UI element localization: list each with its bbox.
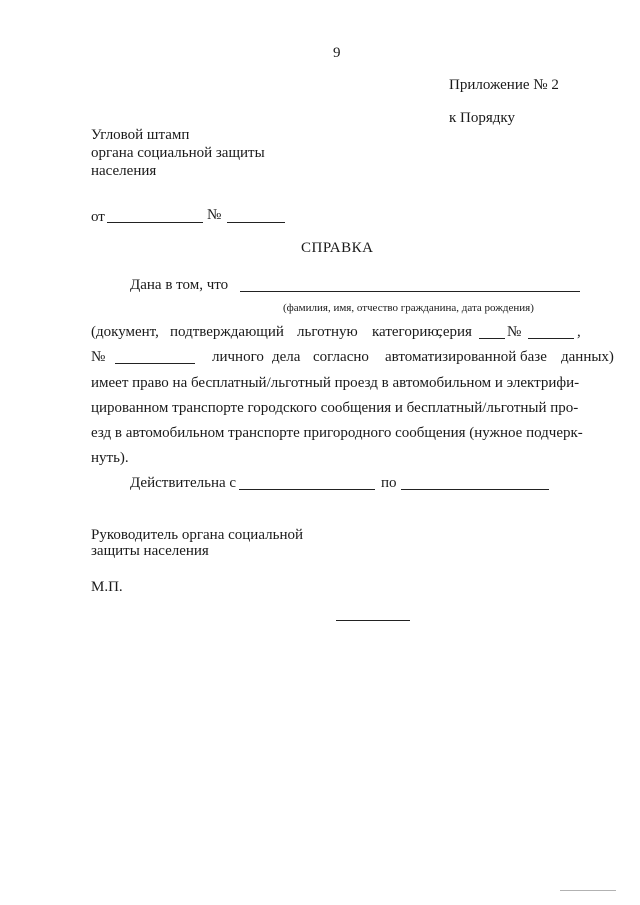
citizen-blank bbox=[240, 291, 580, 292]
valid-from-label: Действительна с bbox=[130, 475, 237, 491]
case-number-label: № bbox=[91, 349, 106, 365]
doc-number-blank bbox=[528, 338, 574, 339]
document-title: СПРАВКА bbox=[301, 240, 374, 256]
appendix-number: Приложение № 2 bbox=[449, 77, 559, 93]
appendix-reference: к Порядку bbox=[449, 110, 515, 126]
case-word-3: согласно bbox=[313, 349, 369, 365]
citizen-caption: (фамилия, имя, отчество гражданина, дата рождения) bbox=[283, 302, 534, 314]
doc-word-5: серия bbox=[436, 324, 472, 340]
doc-number-label: № bbox=[507, 324, 522, 340]
case-word-1: личного bbox=[212, 349, 264, 365]
case-word-6: данных) bbox=[561, 349, 614, 365]
valid-to-label: по bbox=[381, 475, 397, 491]
case-word-2: дела bbox=[272, 349, 301, 365]
seal-label: М.П. bbox=[91, 579, 123, 595]
doc-word-1: (документ, bbox=[91, 324, 159, 340]
valid-from-blank bbox=[239, 489, 375, 490]
number-label: № bbox=[207, 207, 222, 223]
stamp-line-2: органа социальной защиты bbox=[91, 145, 265, 161]
document-line bbox=[91, 323, 583, 342]
case-word-5: базе bbox=[520, 349, 547, 365]
doc-word-3: льготную bbox=[297, 324, 358, 340]
doc-line-comma: , bbox=[577, 324, 581, 340]
signature-title-line-2: защиты населения bbox=[91, 543, 209, 559]
date-blank bbox=[107, 222, 203, 223]
doc-word-4: категорию, bbox=[372, 324, 443, 340]
body-line-6: нуть). bbox=[91, 450, 129, 466]
number-blank bbox=[227, 222, 285, 223]
body-line-4: цированном транспорте городского сообщения и бесплатный/льготный про- bbox=[91, 400, 579, 416]
stamp-line-1: Угловой штамп bbox=[91, 127, 190, 143]
date-from-label: от bbox=[91, 209, 105, 225]
footer-rule bbox=[560, 890, 616, 891]
doc-word-2: подтверждающий bbox=[170, 324, 284, 340]
case-line bbox=[91, 348, 614, 367]
given-to-label: Дана в том, что bbox=[130, 277, 229, 293]
valid-to-blank bbox=[401, 489, 549, 490]
body-line-5: езд в автомобильном транспорте пригородного сообщения (нужное подчерк- bbox=[91, 425, 583, 441]
case-number-blank bbox=[115, 363, 195, 364]
series-blank bbox=[479, 338, 505, 339]
page-number: 9 bbox=[333, 45, 341, 61]
signature-title-line-1: Руководитель органа социальной bbox=[91, 527, 303, 543]
case-word-4: автоматизированной bbox=[385, 349, 517, 365]
body-line-3: имеет право на бесплатный/льготный проезд в автомобильном и электрифи- bbox=[91, 375, 580, 391]
stamp-line-3: населения bbox=[91, 163, 157, 179]
closing-rule bbox=[336, 620, 410, 621]
